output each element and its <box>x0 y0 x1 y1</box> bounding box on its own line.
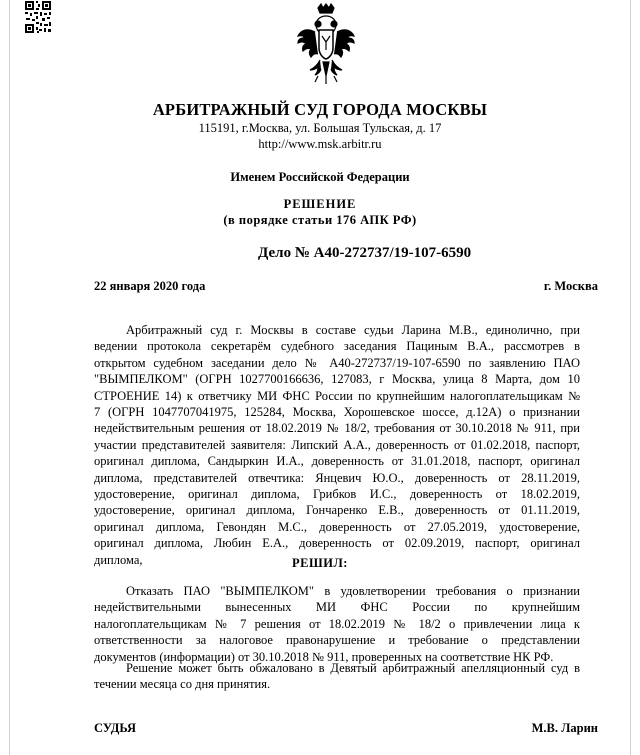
text-line: документов (информации) от 30.10.2018 № 911, проверенных на соответствие НК РФ. <box>94 649 554 664</box>
text-line: удостоверение, оригинал диплома, Грибков И.С., доверенность от 18.02.2019, <box>94 487 580 502</box>
text-line: диплома, представителей отвечтика: Янцевич Ю.О., доверенность от 28.11.2019, <box>94 470 580 485</box>
text-line: ведении протокола секретарём судебного заседания Пациным В.А., рассмотрев в <box>94 339 580 354</box>
text-line: 7 (ОГРН 1047707041975, 125284, Москва, Хорошевское шоссе, д.12А) о признании <box>94 405 580 420</box>
decision-city: г. Москва <box>543 279 598 293</box>
in-name-heading: Именем Российской Федерации <box>230 170 410 184</box>
text-line: "ВЫМПЕЛКОМ" (ОГРН 1027700166636, 127083, г Москва, улица 8 Марта, дом 10 <box>94 372 580 387</box>
text-line: открытом судебном заседании дело № А40-272737/19-107-6590 по заявлению ПАО <box>94 355 580 370</box>
text-line: налогоплательщикам № 7 решения от 18.02.2019 № 18/2 о привлечении лица к <box>94 616 580 631</box>
russian-coat-of-arms-icon <box>296 2 356 86</box>
text-line: Арбитражный суд г. Москвы в составе судьи Ларина М.В., единолично, при <box>126 323 580 337</box>
decision-title: РЕШЕНИЕ <box>283 197 357 211</box>
court-website[interactable]: http://www.msk.arbitr.ru <box>258 137 382 151</box>
text-line: оригинал диплома, Любин Е.А., доверенность от 02.09.2019, паспорт, оригинал <box>94 536 580 551</box>
text-line: течении месяца со дня принятия. <box>94 677 271 692</box>
text-line: Отказать ПАО "ВЫМПЕЛКОМ" в удовлетворении требования о признании <box>126 584 580 598</box>
court-address: 115191, г.Москва, ул. Большая Тульская, д. 17 <box>198 121 442 135</box>
text-line: недействительным решения от 18.02.2019 № 18/2, требования от 30.10.2018 № 911, при <box>94 421 580 436</box>
case-number: Дело № А40-272737/19-107-6590 <box>258 245 472 261</box>
decision-date: 22 января 2020 года <box>94 279 206 293</box>
qr-code-icon <box>24 0 52 34</box>
judge-name: М.В. Ларин <box>531 721 598 735</box>
judge-label: СУДЬЯ <box>94 721 136 735</box>
text-line: Решение может быть обжаловано в Девятый арбитражный апелляционный суд в <box>126 661 580 675</box>
text-line: оригинал диплома, Гевондян М.С., доверенность от 27.05.2019, удостоверение, <box>94 519 580 534</box>
paragraph-appeal <box>94 660 580 693</box>
text-line: недействительными вынесенных МИ ФНС России по крупнейшим <box>94 600 580 615</box>
text-line: участии представителей заявителя: Липский А.А., доверенность от 01.02.2018, паспорт, <box>94 437 580 452</box>
paragraph-composition <box>94 322 580 568</box>
decision-subtitle: (в порядке статьи 176 АПК РФ) <box>223 213 417 227</box>
text-line: СТРОЕНИЕ 14) к ответчику МИ ФНС России по крупнейшим налогоплательщикам № <box>94 388 580 403</box>
resolved-heading: РЕШИЛ: <box>292 556 348 570</box>
text-line: диплома, <box>94 552 143 567</box>
text-line: оригинал диплома, Сандыркин И.А., доверенность от 31.01.2018, паспорт, оригинал <box>94 454 580 469</box>
text-line: ответственности за налоговое правонарушение и требование о представлении <box>94 633 580 648</box>
paragraph-ruling <box>94 583 580 665</box>
court-name: АРБИТРАЖНЫЙ СУД ГОРОДА МОСКВЫ <box>152 100 488 119</box>
text-line: удостоверение, оригинал диплома, Гончаренко Е.В., доверенность от 01.11.2019, <box>94 503 580 518</box>
